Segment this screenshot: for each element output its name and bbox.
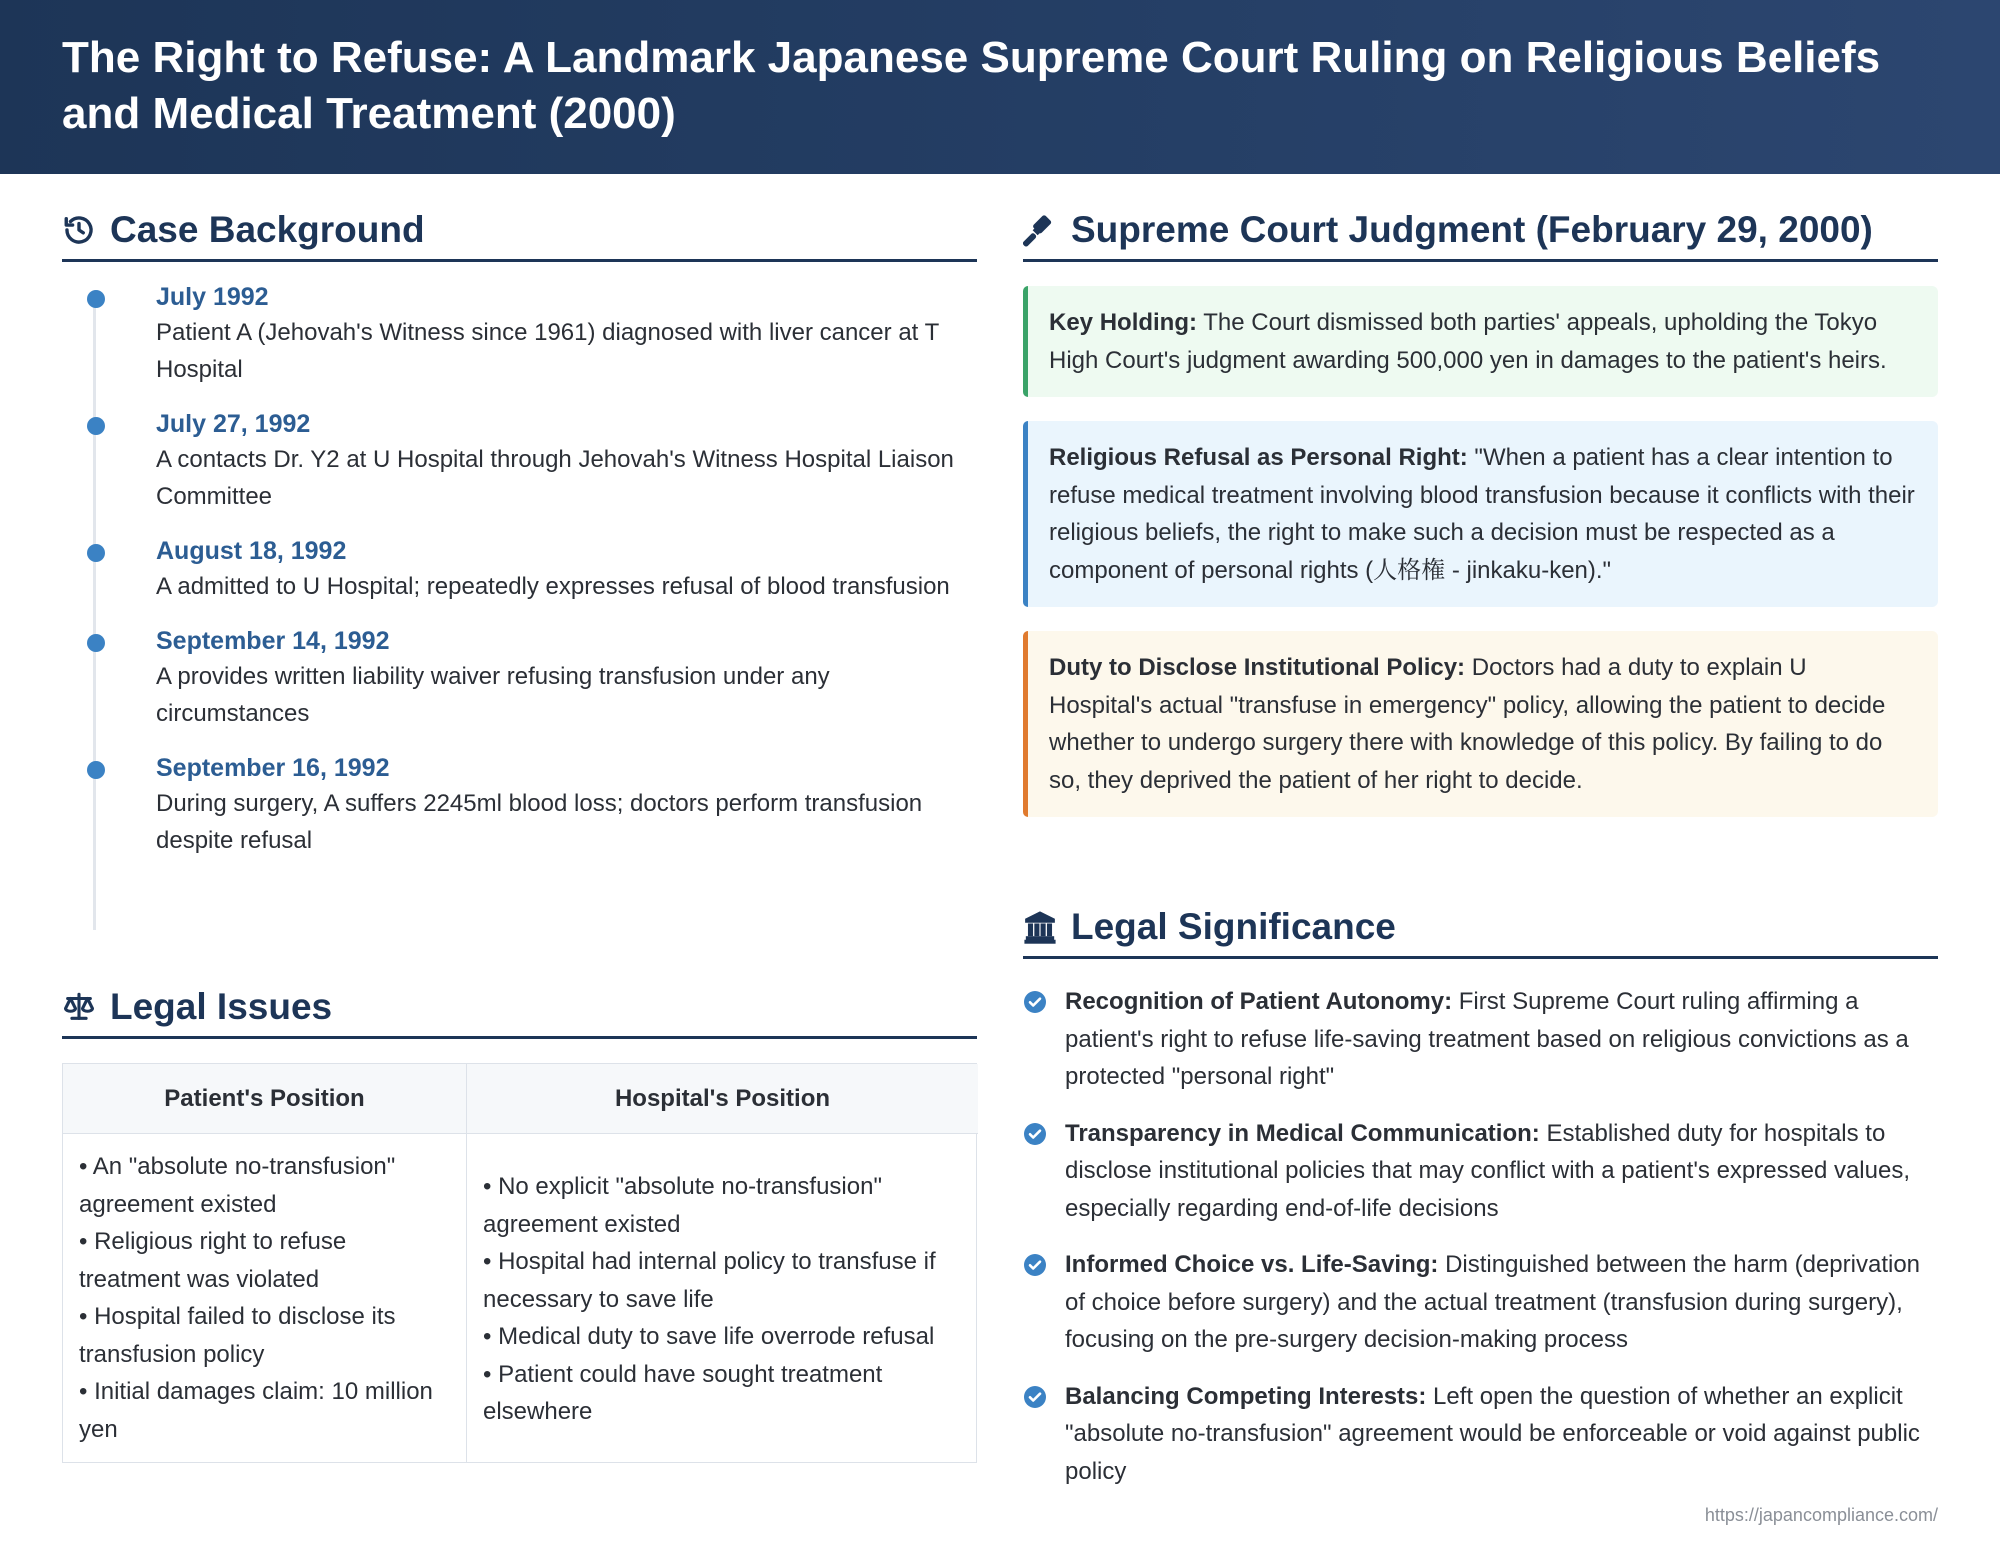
check-circle-icon [1023, 990, 1047, 1014]
footer-url[interactable]: https://japancompliance.com/ [1704, 1505, 1938, 1525]
timeline-text: A admitted to U Hospital; repeatedly expresses refusal of blood transfusion [156, 573, 950, 600]
list-item: • Initial damages claim: 10 million yen [79, 1378, 433, 1443]
item-label: Balancing Competing Interests: [1065, 1382, 1427, 1410]
timeline-dot [87, 544, 105, 562]
list-item: • Religious right to refuse treatment was violated [79, 1228, 347, 1293]
duty-to-disclose-box [1023, 631, 1938, 817]
timeline-text: A contacts Dr. Y2 at U Hospital through Jehovah's Witness Hospital Liaison Committee [156, 446, 954, 510]
patient-position-header: Patient's Position [63, 1064, 466, 1134]
list-item: • Hospital failed to disclose its transfusion policy [79, 1303, 396, 1368]
item-text: Distinguished between the harm (deprivation of choice before surgery) and the actual treatment (transfusion during surgery), focusing on the pre-surgery decision-making process [1065, 1251, 1921, 1353]
timeline-item [156, 534, 977, 605]
check-circle-icon [1023, 1122, 1047, 1146]
timeline-text: During surgery, A suffers 2245ml blood loss; doctors perform transfusion despite refusal [156, 790, 923, 854]
box-text: "When a patient has a clear intention to refuse medical treatment involving blood transfusion because it conflicts with their religious beliefs, the right to make such a decision must be respected as a component of personal rights (人格権 - jinkaku-ken)." [1049, 444, 1915, 584]
item-text: Established duty for hospitals to disclose institutional policies that may conflict with a patient's expressed values, especially regarding end-of-life decisions [1065, 1119, 1911, 1222]
judgment-heading: Supreme Court Judgment (February 29, 2000) [1023, 208, 1938, 262]
judgment-section [1023, 208, 1938, 817]
item-label: Transparency in Medical Communication: [1065, 1119, 1540, 1147]
page-header [0, 0, 2000, 174]
timeline-item [156, 407, 977, 515]
list-item [1023, 1115, 1938, 1228]
landmark-icon [1023, 910, 1057, 944]
list-item [1023, 1378, 1938, 1491]
case-background-heading: Case Background [62, 208, 977, 262]
list-item [1023, 1246, 1938, 1359]
significance-list [1023, 983, 1938, 1490]
key-holding-box [1023, 286, 1938, 397]
page-title: The Right to Refuse: A Landmark Japanese Supreme Court Ruling on Religious Beliefs and Medical Treatment (2000) [62, 33, 1881, 138]
list-item: • Medical duty to save life overrode refusal [483, 1323, 935, 1350]
hospital-position-header: Hospital's Position [466, 1064, 978, 1134]
list-item: • An "absolute no-transfusion" agreement existed [79, 1153, 396, 1218]
timeline-dot [87, 634, 105, 652]
check-circle-icon [1023, 1253, 1047, 1277]
legal-significance-section [1023, 905, 1938, 1509]
timeline-date: September 16, 1992 [156, 754, 390, 782]
scales-icon [62, 990, 96, 1024]
legal-significance-heading: Legal Significance [1023, 905, 1938, 959]
timeline-dot [87, 290, 105, 308]
case-background-section [62, 208, 977, 878]
box-text: The Court dismissed both parties' appeals, upholding the Tokyo High Court's judgment awarding 500,000 yen in damages to the patient's heirs. [1049, 309, 1887, 374]
timeline-date: September 14, 1992 [156, 627, 390, 655]
list-item: • No explicit "absolute no-transfusion" agreement existed [483, 1173, 882, 1238]
box-label: Religious Refusal as Personal Right: [1049, 444, 1468, 471]
box-label: Key Holding: [1049, 309, 1197, 336]
history-icon [62, 213, 96, 247]
positions-table [62, 1063, 977, 1463]
item-text: Left open the question of whether an explicit "absolute no-transfusion" agreement would be enforceable or void against public policy [1065, 1382, 1920, 1485]
timeline-text: Patient A (Jehovah's Witness since 1961) diagnosed with liver cancer at T Hospital [156, 319, 939, 383]
timeline-line [93, 294, 96, 930]
list-item: • Hospital had internal policy to transfuse if necessary to save life [483, 1248, 936, 1313]
timeline-text: A provides written liability waiver refusing transfusion under any circumstances [156, 663, 830, 727]
timeline-date: July 1992 [156, 283, 269, 311]
check-circle-icon [1023, 1385, 1047, 1409]
box-label: Duty to Disclose Institutional Policy: [1049, 654, 1466, 681]
item-label: Informed Choice vs. Life-Saving: [1065, 1251, 1439, 1278]
timeline-item [156, 751, 977, 859]
timeline-dot [87, 761, 105, 779]
list-item: • Patient could have sought treatment elsewhere [483, 1360, 883, 1425]
timeline-date: August 18, 1992 [156, 537, 347, 565]
box-text: Doctors had a duty to explain U Hospital's actual "transfuse in emergency" policy, allowing the patient to decide whether to undergo surgery there with knowledge of this policy. By failing to do so, they deprived the patient of her right to decide. [1049, 654, 1886, 794]
item-text: First Supreme Court ruling affirming a patient's right to refuse life-saving treatment based on religious convictions as a protected "personal right" [1065, 988, 1909, 1090]
patient-position-cell [63, 1134, 466, 1462]
personal-right-box [1023, 421, 1938, 607]
timeline-item [156, 280, 977, 388]
timeline-dot [87, 417, 105, 435]
item-label: Recognition of Patient Autonomy: [1065, 988, 1453, 1015]
timeline [62, 280, 977, 859]
legal-issues-heading: Legal Issues [62, 985, 977, 1039]
legal-issues-section [62, 985, 977, 1463]
list-item [1023, 983, 1938, 1096]
gavel-icon [1023, 213, 1057, 247]
hospital-position-cell [466, 1134, 978, 1462]
timeline-date: July 27, 1992 [156, 410, 311, 438]
timeline-item [156, 624, 977, 732]
